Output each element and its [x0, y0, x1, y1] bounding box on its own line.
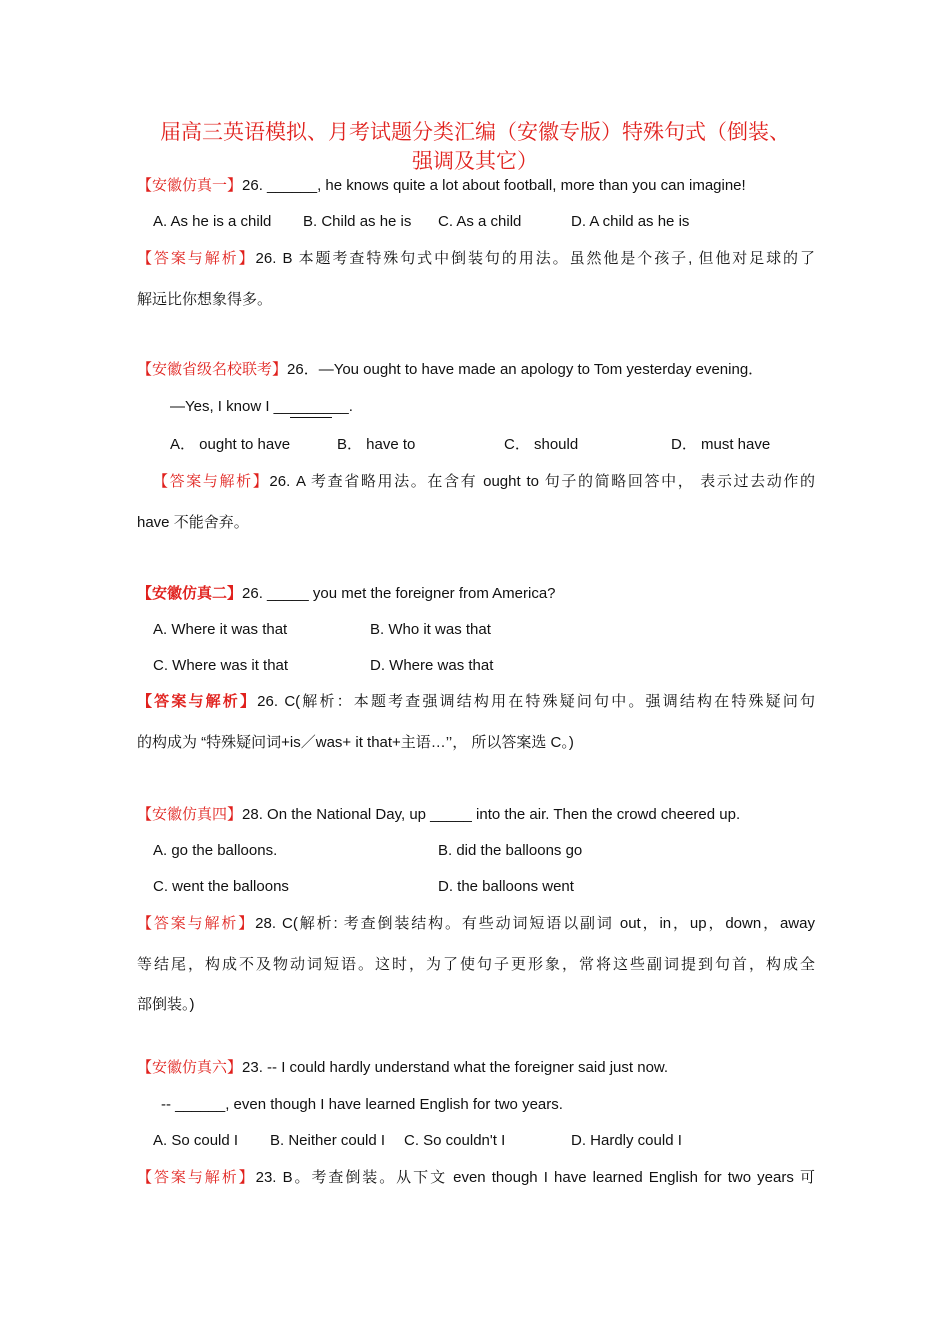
q1-option-c: C. As a child — [438, 213, 522, 230]
q1-option-d: D. A child as he is — [571, 213, 690, 230]
q1-option-a: A. As he is a child — [153, 213, 272, 230]
question-1-stem — [137, 176, 746, 196]
answer-text: 26. C(解析：本题考查强调结构用在特殊疑问句中。强调结构在特殊疑问句 — [257, 693, 815, 710]
answer-tag: 【答案与解析】 — [137, 693, 258, 710]
question-text: 23. -- I could hardly understand what the foreigner said just now. — [242, 1059, 669, 1076]
question-4-stem — [137, 805, 740, 825]
document-title — [120, 118, 830, 176]
q3-answer-line-1 — [137, 692, 815, 712]
title-line-2: 强调及其它） — [412, 149, 538, 173]
q5-option-a: A. So could I — [153, 1132, 239, 1149]
question-5-stem — [137, 1058, 668, 1078]
answer-text: 28. C(解析: 考查倒装结构。有些动词短语以副词 out，in，up，down，away — [255, 915, 815, 932]
q5-option-b: B. Neither could I — [270, 1132, 386, 1149]
reply-end: __. — [332, 398, 353, 415]
reply-blank: _____ — [290, 397, 332, 418]
q5-option-d: D. Hardly could I — [571, 1132, 682, 1149]
answer-text: 26. A 考查省略用法。在含有 ought to 句子的简略回答中， 表示过去动作的 — [269, 473, 815, 490]
answer-tag: 【答案与解析】 — [137, 250, 256, 267]
q3-option-a: A. Where it was that — [153, 621, 288, 638]
question-text: 26. ______, he knows quite a lot about football, more than you can imagine! — [242, 177, 746, 194]
answer-tag: 【答案与解析】 — [137, 1169, 256, 1186]
q2-answer-line-1 — [153, 472, 815, 492]
q4-option-c: C. went the balloons — [153, 878, 289, 895]
q4-answer-line-1 — [137, 914, 815, 934]
q1-answer-line-1 — [137, 249, 815, 269]
q1-option-b: B. Child as he is — [303, 213, 412, 230]
question-tag: 【安徽仿真四】 — [137, 806, 243, 823]
question-2-stem — [137, 360, 763, 380]
reply-start: —Yes, I know I __ — [170, 398, 291, 415]
q4-answer-line-2: 等结尾，构成不及物动词短语。这时，为了使句子更形象，常将这些副词提到句首，构成全 — [137, 956, 815, 973]
question-text: 28. On the National Day, up _____ into the air. Then the crowd cheered up. — [242, 806, 741, 823]
q4-answer-line-3: 部倒装。) — [137, 996, 195, 1013]
q5-answer-line-1 — [137, 1168, 815, 1188]
q2-option-c: C． should — [504, 436, 579, 453]
q4-option-d: D. the balloons went — [438, 878, 574, 895]
title-line-1: 届高三英语模拟、月考试题分类汇编（安徽专版）特殊句式（倒装、 — [160, 120, 790, 144]
answer-tag: 【答案与解析】 — [153, 473, 270, 490]
question-tag: 【安徽仿真二】 — [137, 585, 243, 602]
question-5-reply: -- ______, even though I have learned English for two years. — [161, 1096, 563, 1113]
answer-text: 23. B。考查倒装。从下文 even though I have learned English for two years 可 — [255, 1169, 815, 1186]
question-tag: 【安徽仿真六】 — [137, 1059, 243, 1076]
q2-option-b: B． have to — [337, 436, 416, 453]
question-3-stem — [137, 584, 556, 604]
answer-tag: 【答案与解析】 — [137, 915, 256, 932]
q1-answer-line-2: 解远比你想象得多。 — [137, 291, 273, 308]
question-tag: 【安徽省级名校联考】 — [137, 361, 288, 378]
q2-answer-line-2: have 不能舍弃。 — [137, 514, 249, 531]
q4-option-b: B. did the balloons go — [438, 842, 583, 859]
q3-answer-line-2: 的构成为 “特殊疑问词+is／was+ it that+主语…’’， 所以答案选 C。) — [137, 734, 574, 751]
question-text: 26．—You ought to have made an apology to Tom yesterday evening． — [287, 361, 764, 378]
question-2-reply — [170, 397, 353, 418]
q3-option-b: B. Who it was that — [370, 621, 491, 638]
q5-option-c: C. So couldn't I — [404, 1132, 506, 1149]
question-text: 26. _____ you met the foreigner from America? — [242, 585, 556, 602]
q2-option-a: A． ought to have — [170, 436, 291, 453]
q2-option-d: D． must have — [671, 436, 771, 453]
q4-option-a: A. go the balloons. — [153, 842, 278, 859]
q3-option-d: D. Where was that — [370, 657, 494, 674]
question-tag: 【安徽仿真一】 — [137, 177, 243, 194]
answer-text: 26. B 本题考查特殊句式中倒装句的用法。虽然他是个孩子, 但他对足球的了 — [255, 250, 815, 267]
q3-option-c: C. Where was it that — [153, 657, 289, 674]
